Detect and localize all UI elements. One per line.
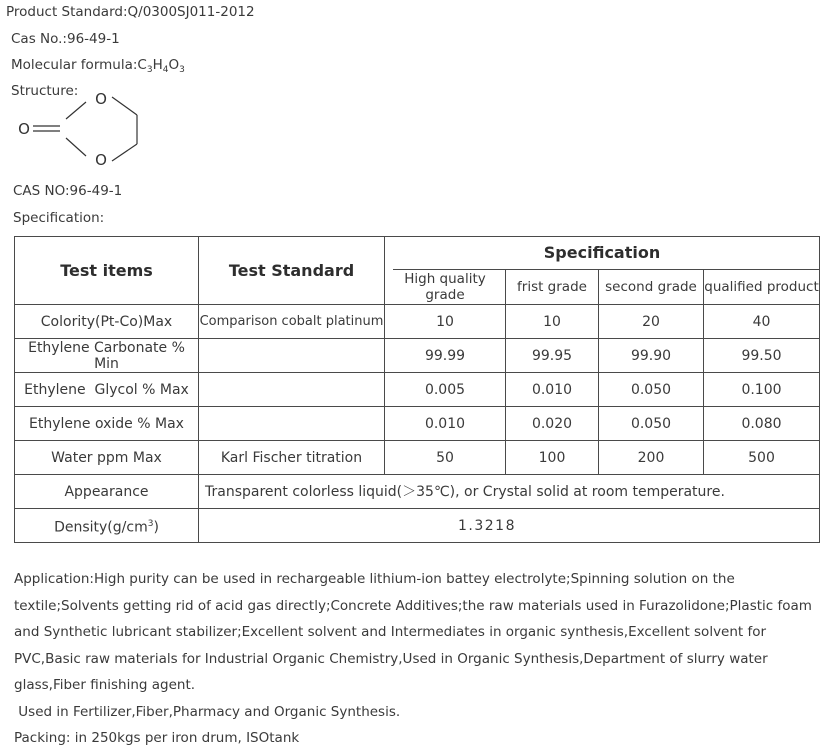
- structure-label: Structure:: [11, 83, 79, 99]
- grade-qualified: qualified product: [704, 269, 820, 305]
- row-value: 0.010: [385, 407, 506, 441]
- row-value: 0.050: [599, 373, 704, 407]
- row-value: 100: [506, 441, 599, 475]
- row-standard: Karl Fischer titration: [199, 441, 385, 475]
- table-row-appearance: [15, 475, 820, 509]
- packing-text: Packing: in 250kgs per iron drum, ISOtank: [14, 730, 300, 746]
- formula-o-count: 3: [179, 65, 185, 75]
- formula-o: O: [168, 57, 180, 73]
- row-value: 10: [506, 305, 599, 339]
- table-row: [15, 407, 820, 441]
- cas-number: Cas No.:96-49-1: [11, 31, 120, 47]
- application-text: Application:High purity can be used in rechargeable lithium-ion battey electrolyte;Spinning solution on the textile;Solvents getting rid of acid gas directly;Concrete Additives;the raw materials used in Furazolidone;Plastic foam and Synthetic lubricant stabilizer;Excellent solvent and Intermediates in organic synthesis,Excellent solvent for PVC,Basic raw materials for Industrial Organic Chemistry,Used in Organic Synthesis,Department of slurry water glass,Fiber finishing agent.: [14, 571, 812, 693]
- structure-diagram: [14, 88, 144, 173]
- row-item: Ethylene oxide % Max: [15, 407, 199, 441]
- specification-table: [14, 236, 820, 543]
- formula-c-count: 3: [146, 65, 153, 75]
- grade-high-quality: High quality grade: [385, 269, 506, 305]
- row-value: 40: [704, 305, 820, 339]
- row-standard: Comparison cobalt platinum: [199, 305, 385, 339]
- row-value: 0.100: [704, 373, 820, 407]
- cas-number-2: CAS NO:96-49-1: [13, 183, 123, 199]
- product-standard: Product Standard:Q/0300SJ011-2012: [6, 4, 255, 20]
- row-value: 200: [599, 441, 704, 475]
- row-item: Ethylene Glycol % Max: [15, 373, 199, 407]
- header-test-items: Test items: [15, 237, 199, 305]
- row-value: 10: [385, 305, 506, 339]
- table-row: [15, 373, 820, 407]
- formula-h: H: [152, 57, 163, 73]
- formula-label: Molecular formula:: [11, 57, 138, 73]
- bond-c-obottom: [66, 138, 86, 156]
- row-value: 0.050: [599, 407, 704, 441]
- row-value: 0.010: [506, 373, 599, 407]
- row-value: 50: [385, 441, 506, 475]
- atom-oxygen-bottom: O: [95, 151, 107, 169]
- row-item: Water ppm Max: [15, 441, 199, 475]
- uses-text: Used in Fertilizer,Fiber,Pharmacy and Organic Synthesis.: [14, 703, 401, 720]
- row-value: 0.005: [385, 373, 506, 407]
- header-test-standard: Test Standard: [199, 237, 385, 305]
- header-specification: Specification: [385, 237, 820, 270]
- molecular-formula: [11, 57, 185, 75]
- application-section: [14, 566, 822, 752]
- row-standard: [199, 339, 385, 373]
- bond-ch2-obottom: [112, 144, 137, 161]
- table-row-density: [15, 509, 820, 543]
- row-value: 500: [704, 441, 820, 475]
- row-item: Ethylene Carbonate % Min: [15, 339, 199, 373]
- density-label-close: ): [153, 519, 159, 536]
- bond-c-otop: [66, 102, 86, 119]
- row-value: 99.50: [704, 339, 820, 373]
- atom-oxygen-carbonyl: O: [18, 120, 30, 138]
- row-value: 0.080: [704, 407, 820, 441]
- row-standard: [199, 407, 385, 441]
- grade-second: second grade: [599, 269, 704, 305]
- appearance-value: Transparent colorless liquid(＞35℃), or Crystal solid at room temperature.: [199, 475, 820, 509]
- row-standard: [199, 373, 385, 407]
- table-row: [15, 441, 820, 475]
- table-row: [15, 305, 820, 339]
- appearance-item: Appearance: [15, 475, 199, 509]
- density-label: Density(g/cm: [54, 519, 148, 536]
- bond-otop-ch2: [112, 97, 137, 115]
- density-exponent: 3: [147, 518, 154, 529]
- table-row: [15, 339, 820, 373]
- row-value: 99.99: [385, 339, 506, 373]
- formula-c: C: [137, 57, 147, 73]
- formula-h-count: 4: [162, 65, 169, 75]
- atom-oxygen-top: O: [95, 90, 107, 108]
- density-value: 1.3218: [199, 509, 820, 543]
- row-value: 99.95: [506, 339, 599, 373]
- row-value: 0.020: [506, 407, 599, 441]
- row-item: Colority(Pt-Co)Max: [15, 305, 199, 339]
- row-value: 20: [599, 305, 704, 339]
- grade-first: frist grade: [506, 269, 599, 305]
- density-item: [15, 509, 199, 543]
- row-value: 99.90: [599, 339, 704, 373]
- specification-label: Specification:: [13, 210, 105, 226]
